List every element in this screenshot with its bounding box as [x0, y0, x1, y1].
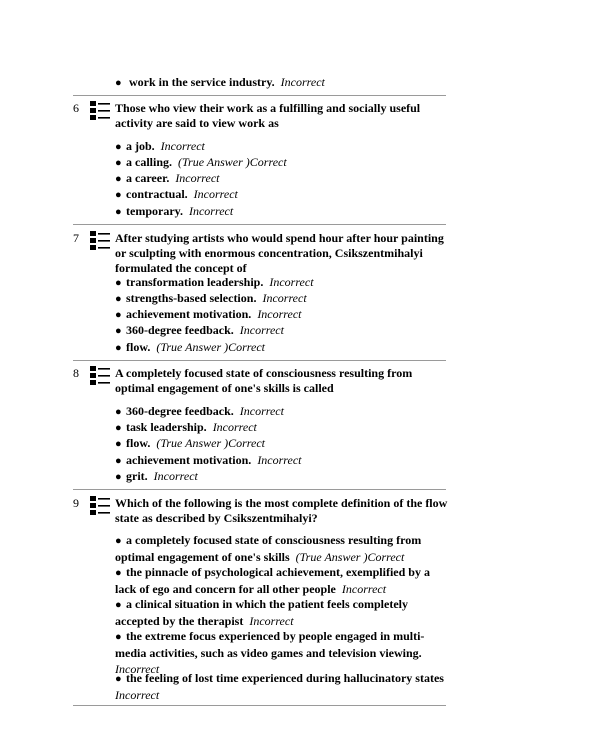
option-item	[115, 74, 450, 91]
option-text: a completely focused state of consciousness resulting from optimal engagement of one's skills	[115, 533, 422, 564]
option-item[interactable]	[115, 290, 450, 307]
bullet: ●	[115, 189, 122, 201]
option-status: Incorrect	[115, 662, 160, 676]
divider	[73, 360, 446, 361]
option-item[interactable]	[115, 306, 450, 323]
question-text: After studying artists who would spend hour after hour painting or sculpting with enormous concentration, Csikszentmihalyi formulated the concept of	[115, 231, 444, 275]
option-status: Incorrect	[193, 187, 238, 201]
option-status: Incorrect	[257, 307, 302, 321]
option-text: a calling.	[126, 155, 173, 169]
option-text: the feeling of lost time experienced during hallucinatory states	[126, 671, 444, 685]
option-item[interactable]	[115, 452, 450, 469]
option-status: Incorrect	[115, 688, 160, 702]
option-status: (True Answer )Correct	[156, 436, 266, 450]
option-status: Incorrect	[188, 204, 234, 218]
bullet: ●	[115, 141, 122, 153]
option-item[interactable]	[115, 186, 450, 203]
option-text: the extreme focus experienced by people engaged in multi-media activities, such as video games and television viewing.	[115, 629, 425, 660]
option-item[interactable]	[115, 339, 450, 356]
option-status: Incorrect	[239, 323, 284, 337]
question-list-icon	[89, 494, 111, 518]
option-status: Incorrect	[249, 614, 294, 628]
bullet: ●	[115, 406, 122, 418]
bullet: ●	[115, 277, 122, 289]
divider	[73, 489, 446, 490]
option-text: a job.	[126, 139, 155, 153]
option-text: transformation leadership.	[126, 275, 264, 289]
option-item[interactable]	[115, 468, 450, 485]
question-list-icon	[89, 229, 111, 253]
bullet: ●	[115, 342, 122, 354]
question-list-icon	[89, 99, 111, 123]
option-status: (True Answer )Correct	[295, 550, 405, 564]
option-text: contractual.	[126, 187, 188, 201]
option-text: flow.	[126, 436, 151, 450]
option-text: 360-degree feedback.	[126, 323, 234, 337]
option-text: 360-degree feedback.	[126, 404, 234, 418]
question-number: 7	[73, 231, 79, 245]
divider	[73, 95, 446, 96]
option-item[interactable]	[115, 138, 450, 155]
option-status: Incorrect	[262, 291, 307, 305]
option-item[interactable]	[115, 154, 450, 171]
bullet: ●	[115, 325, 122, 337]
option-text: a clinical situation in which the patient feels completely accepted by the therapist	[115, 597, 408, 628]
option-status: (True Answer )Correct	[178, 155, 287, 169]
bullet: ●	[115, 471, 122, 483]
option-text: work in the service industry.	[129, 75, 275, 89]
question-text: A completely focused state of consciousness resulting from optimal engagement of one's skills is called	[115, 366, 413, 395]
divider	[73, 705, 446, 706]
option-status: Incorrect	[175, 171, 220, 185]
question-text: Those who view their work as a fulfilling and socially useful activity are said to view work as	[115, 101, 421, 130]
bullet: ●	[115, 293, 122, 305]
option-text: grit.	[126, 469, 148, 483]
option-item[interactable]	[115, 435, 450, 452]
question-number: 9	[73, 496, 79, 510]
bullet: ●	[115, 173, 122, 185]
bullet: ●	[115, 77, 122, 89]
question-list-icon	[89, 364, 111, 388]
bullet: ●	[115, 455, 122, 467]
option-text: the pinnacle of psychological achievement, exemplified by a lack of ego and concern for all other people	[115, 565, 430, 596]
option-status: (True Answer )Correct	[156, 340, 266, 354]
option-status: Incorrect	[153, 469, 198, 483]
bullet: ●	[115, 157, 122, 169]
option-status: Incorrect	[341, 582, 387, 596]
option-status: Incorrect	[212, 420, 257, 434]
bullet: ●	[115, 535, 122, 547]
option-status: Incorrect	[269, 275, 314, 289]
option-item[interactable]	[115, 203, 450, 220]
option-item[interactable]	[115, 532, 450, 565]
bullet: ●	[115, 567, 122, 579]
option-item[interactable]	[115, 274, 450, 291]
question-text: Which of the following is the most complete definition of the flow state as described by Csikszentmihalyi?	[115, 496, 448, 525]
bullet: ●	[115, 422, 122, 434]
bullet: ●	[115, 438, 122, 450]
question-number: 8	[73, 366, 79, 380]
option-item[interactable]	[115, 564, 450, 597]
option-text: strengths-based selection.	[126, 291, 257, 305]
option-item[interactable]	[115, 170, 450, 187]
bullet: ●	[115, 206, 122, 218]
bullet: ●	[115, 631, 122, 643]
option-status: Incorrect	[280, 75, 325, 89]
option-item[interactable]	[115, 419, 450, 436]
divider	[73, 224, 446, 225]
option-text: achievement motivation.	[126, 307, 252, 321]
option-item[interactable]	[115, 596, 450, 629]
bullet: ●	[115, 673, 122, 685]
option-status: Incorrect	[160, 139, 205, 153]
question-number: 6	[73, 101, 79, 115]
option-text: achievement motivation.	[126, 453, 252, 467]
option-item[interactable]	[115, 670, 450, 703]
bullet: ●	[115, 599, 122, 611]
option-text: task leadership.	[126, 420, 207, 434]
option-item[interactable]	[115, 403, 450, 420]
option-item[interactable]	[115, 322, 450, 339]
option-text: temporary.	[126, 204, 183, 218]
option-status: Incorrect	[239, 404, 284, 418]
option-status: Incorrect	[257, 453, 302, 467]
option-text: a career.	[126, 171, 170, 185]
bullet: ●	[115, 309, 122, 321]
option-text: flow.	[126, 340, 151, 354]
